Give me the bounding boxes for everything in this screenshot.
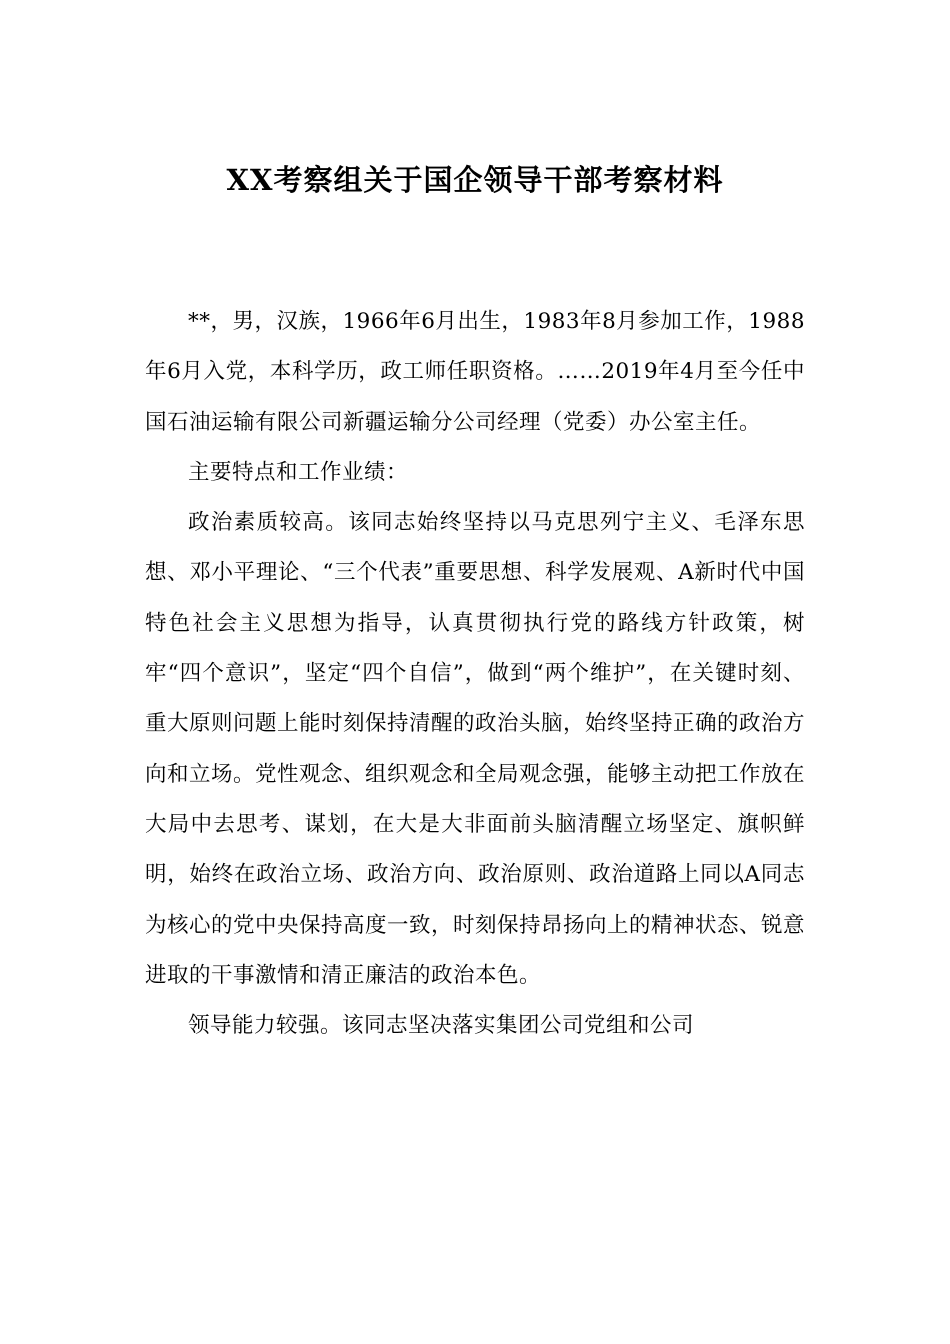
paragraph-section-heading: 主要特点和工作业绩： (188, 459, 409, 485)
paragraph-political-quality: 政治素质较高。该同志始终坚持以马克思列宁主义、毛泽东思想、邓小平理论、“三个代表”重要思想、科学发展观、A新时代中国特色社会主义思想为指导，认真贯彻执行党的路线方针政策，树牢“四个意识”，坚定“四个自信”，做到“两个维护”，在关键时刻、重大原则问题上能时刻保持清醒的政治头脑，始终坚持正确的政治方向和立场。党性观念、组织观念和全局观念强，能够主动把工作放在大局中去思考、谋划，在大是大非面前头脑清醒立场坚定、旗帜鲜明，始终在政治立场、政治方向、政治原则、政治道路上同以A同志为核心的党中央保持高度一致，时刻保持昂扬向上的精神状态、锐意进取的干事激情和清正廉洁的政治本色。 (145, 510, 806, 988)
document-body (145, 297, 805, 1051)
paragraph-biography: **，男，汉族，1966年6月出生，1983年8月参加工作，1988年6月入党，本科学历，政工师任职资格。……2019年4月至今任中国石油运输有限公司新疆运输分公司经理（党委）办公室主任。 (145, 309, 806, 435)
document-title: XX考察组关于国企领导干部考察材料 (226, 163, 724, 197)
paragraph-leadership-ability: 领导能力较强。该同志坚决落实集团公司党组和公司 (188, 1013, 695, 1039)
